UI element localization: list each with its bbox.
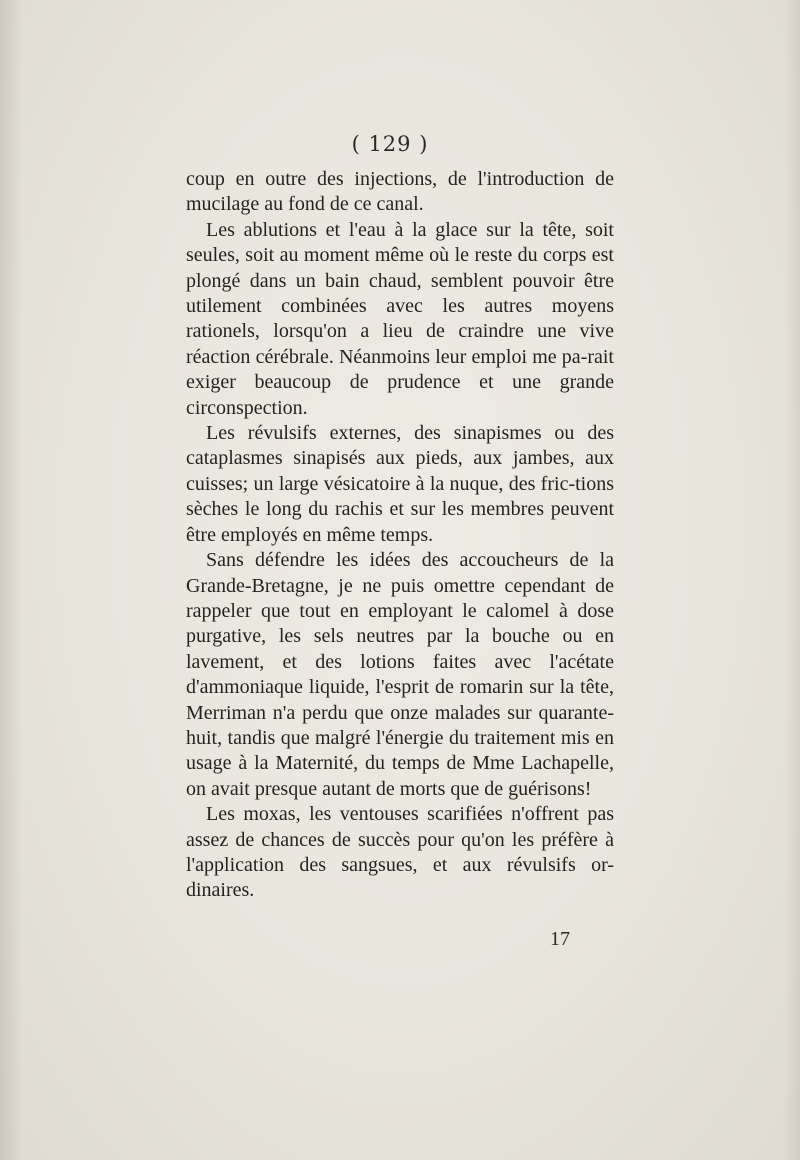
paragraph-1: coup en outre des injections, de l'introduction de mucilage au fond de ce canal. [186,168,614,216]
signature-mark: 17 [550,928,570,950]
page-number: ( 129 ) [351,132,429,156]
body-text [186,167,614,904]
paragraph-4: Sans défendre les idées des accoucheurs de la Grande-Bretagne, je ne puis omettre cependant de rappeler que tout en employant le calomel à dose purgative, les sels neutres par la bouche ou en lavement, et des lotions faites avec l'acétate d'ammoniaque liquide, l'esprit de romarin sur la tête, Merriman n'a perdu que onze malades sur quarante-huit, tandis que malgré l'énergie du traitement mis en usage à la Maternité, du temps de Mme Lachapelle, on avait presque autant de morts que de guérisons! [186,549,614,800]
paragraph-3: Les révulsifs externes, des sinapismes ou des cataplasmes sinapisés aux pieds, aux jambes, aux cuisses; un large vésicatoire à la nuque, des fric-tions sèches le long du rachis et sur les membres peuvent être employés en même temps. [186,422,614,546]
paragraph-5: Les moxas, les ventouses scarifiées n'offrent pas assez de chances de succès pour qu'on les préfère à l'application des sangsues, et aux révulsifs or-dinaires. [186,803,614,902]
paragraph-2: Les ablutions et l'eau à la glace sur la tête, soit seules, soit au moment même où le reste du corps est plongé dans un bain chaud, semblent pouvoir être utilement combinées avec les autres moyens rationels, lorsqu'on a lieu de craindre une vive réaction cérébrale. Néanmoins leur emploi me pa-rait exiger beaucoup de prudence et une grande circonspection. [186,218,614,419]
